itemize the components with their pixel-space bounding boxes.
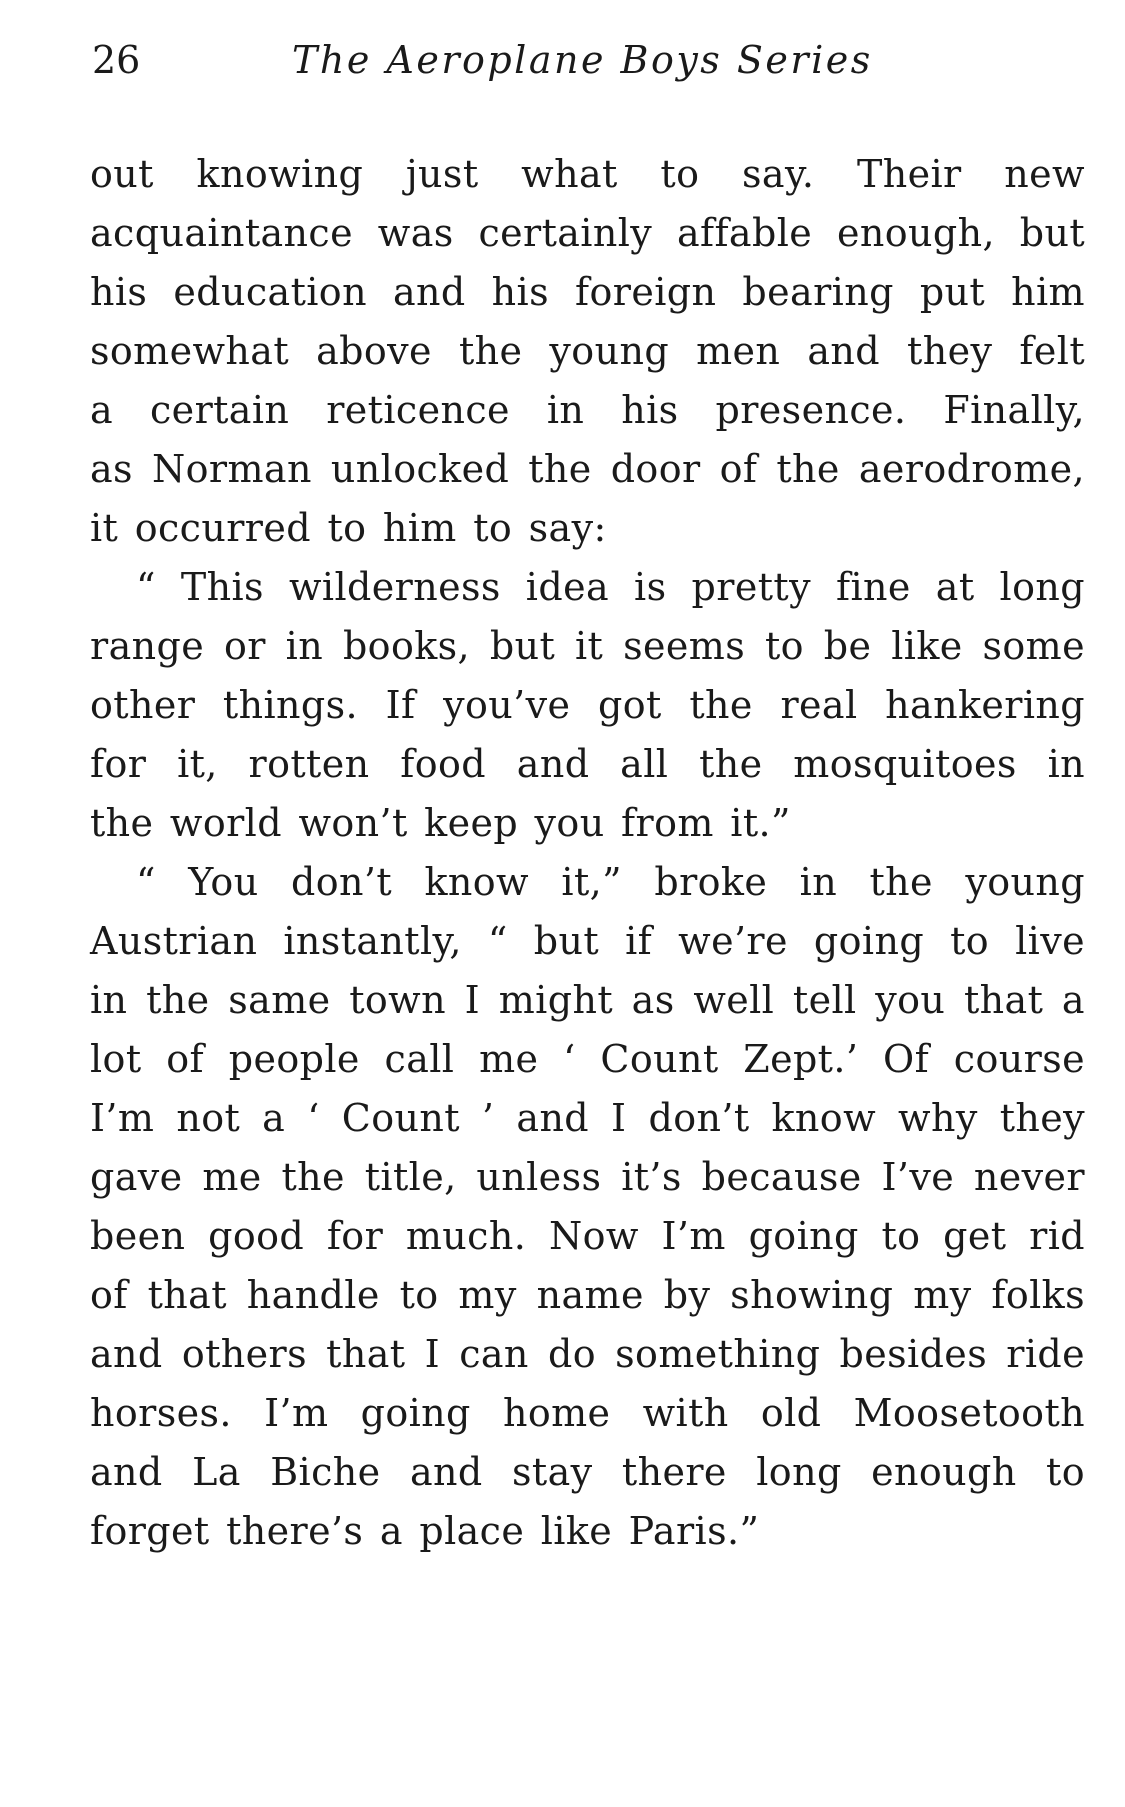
text-line: range or in books, but it seems to be like some [90, 624, 1085, 668]
text-line: I’m not a ‘ Count ’ and I don’t know why they [90, 1096, 1085, 1140]
text-line: for it, rotten food and all the mosquitoes in [90, 742, 1085, 786]
running-title: The Aeroplane Boys Series [292, 38, 873, 82]
text-line: somewhat above the young men and they felt [90, 329, 1085, 373]
text-line: forget there’s a place like Paris.” [90, 1509, 760, 1553]
text-line: out knowing just what to say. Their new [90, 152, 1085, 196]
paragraph-first-line: “ You don’t know it,” broke in the young [136, 860, 1085, 904]
page-number: 26 [92, 38, 141, 82]
text-line: as Norman unlocked the door of the aerodrome, [90, 447, 1085, 491]
text-line: a certain reticence in his presence. Finally, [90, 388, 1085, 432]
text-line: horses. I’m going home with old Moosetooth [90, 1391, 1085, 1435]
text-line: gave me the title, unless it’s because I’ve never [90, 1155, 1085, 1199]
paragraph-first-line: “ This wilderness idea is pretty fine at long [136, 565, 1085, 609]
text-line: it occurred to him to say: [90, 506, 607, 550]
text-line: in the same town I might as well tell you that a [90, 978, 1085, 1022]
running-head [92, 30, 1077, 90]
text-line: and La Biche and stay there long enough to [90, 1450, 1085, 1494]
text-line: Austrian instantly, “ but if we’re going to live [90, 919, 1085, 963]
text-line: lot of people call me ‘ Count Zept.’ Of course [90, 1037, 1085, 1081]
body-text [90, 145, 1085, 1561]
text-line: and others that I can do something besides ride [90, 1332, 1085, 1376]
text-line: the world won’t keep you from it.” [90, 801, 791, 845]
text-line: his education and his foreign bearing put him [90, 270, 1085, 314]
text-line: of that handle to my name by showing my folks [90, 1273, 1085, 1317]
text-line: other things. If you’ve got the real hankering [90, 683, 1085, 727]
text-line: been good for much. Now I’m going to get rid [90, 1214, 1085, 1258]
text-line: acquaintance was certainly affable enough, but [90, 211, 1085, 255]
